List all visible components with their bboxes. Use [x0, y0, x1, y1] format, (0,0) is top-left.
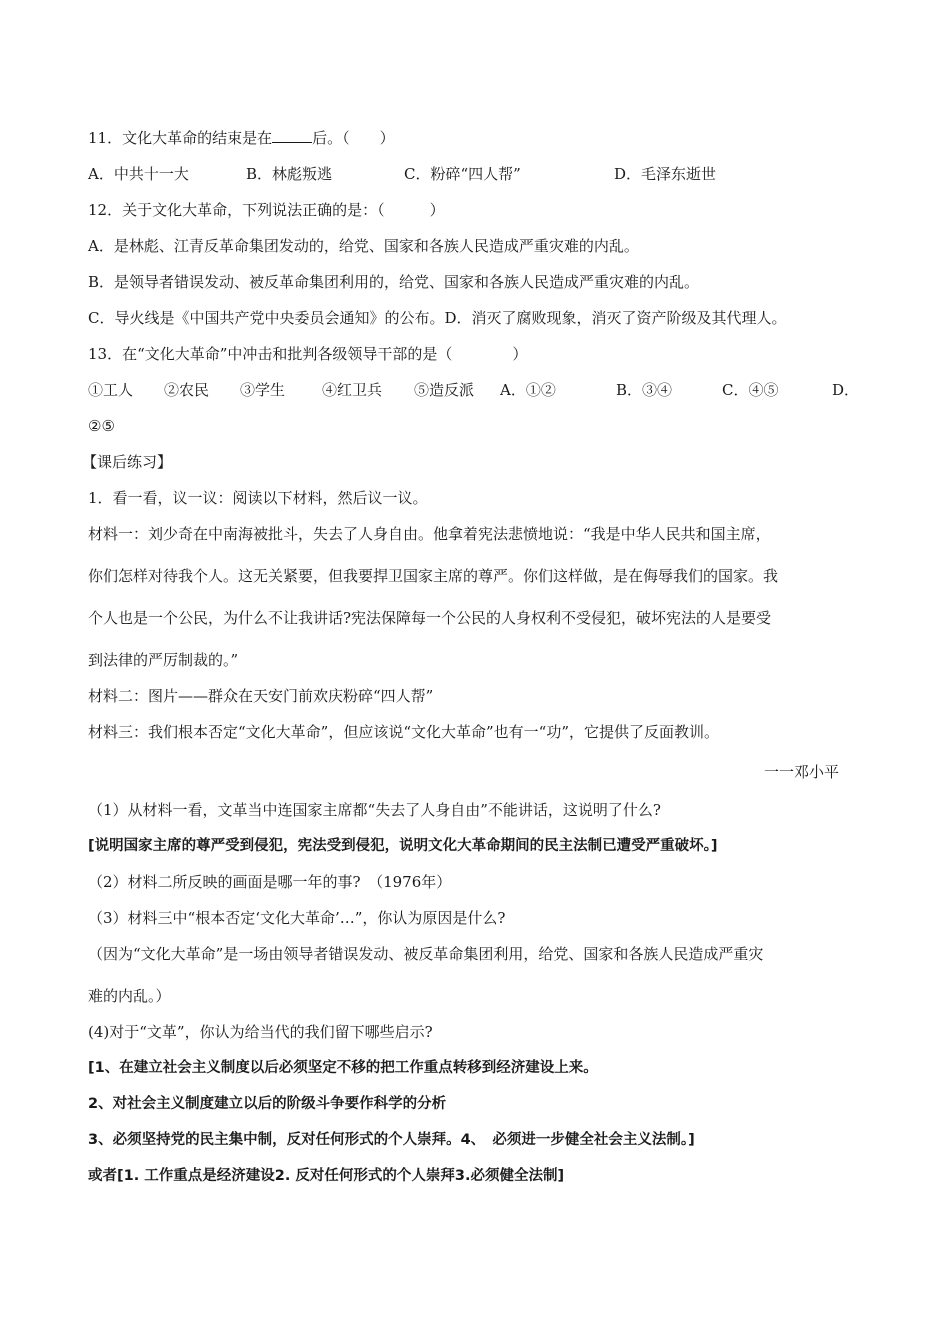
material-1-line-2: 你们怎样对待我个人。这无关紧要，但我要捍卫国家主席的尊严。你们这样做，是在侮辱我们的国家。我: [88, 567, 779, 585]
q11-option-d: D．毛泽东逝世: [614, 165, 717, 183]
q13-stem: 13．在“文化大革命”中冲击和批判各级领导干部的是（ ）: [88, 345, 528, 363]
answer-3-line-2: 难的内乱。）: [88, 987, 171, 1005]
material-2: 材料二：图片——群众在天安门前欢庆粉碎“四人帮”: [88, 687, 434, 705]
q12-stem: 12．关于文化大革命，下列说法正确的是：（ ）: [88, 201, 445, 219]
question-2: （2）材料二所反映的画面是哪一年的事? （1976年）: [88, 873, 452, 891]
answer-4-line-3: 3、必须坚持党的民主集中制，反对任何形式的个人崇拜。4、 必须进一步健全社会主义法制。]: [88, 1132, 695, 1148]
q11-options: [88, 164, 716, 184]
q13-option-d-wrap: ②⑤: [88, 417, 115, 435]
question-4: (4)对于“文革”，你认为给当代的我们留下哪些启示?: [88, 1023, 433, 1041]
q13-item-2: ②农民: [164, 381, 210, 399]
answer-1: [说明国家主席的尊严受到侵犯，宪法受到侵犯，说明文化大革命期间的民主法制已遭受严重破坏。]: [88, 838, 718, 854]
q11-option-c: C．粉碎“四人帮”: [404, 165, 521, 183]
q13-item-1: ①工人: [88, 381, 134, 399]
q11-option-b: B．林彪叛逃: [246, 165, 333, 183]
attribution: 一一邓小平: [764, 763, 840, 781]
q13-option-d: D．: [832, 381, 860, 399]
q13-item-3: ③学生: [240, 381, 286, 399]
question-1: （1）从材料一看，文革当中连国家主席都“失去了人身自由”不能讲话，这说明了什么?: [88, 801, 661, 819]
material-1-line-3: 个人也是一个公民，为什么不让我讲话?宪法保障每一个公民的人身权利不受侵犯，破坏宪法的人是要受: [88, 609, 772, 627]
material-1-line-1: 材料一：刘少奇在中南海被批斗，失去了人身自由。他拿着宪法悲愤地说：“我是中华人民共和国主席，: [88, 525, 771, 543]
q12-option-cd: C．导火线是《中国共产党中央委员会通知》的公布。D．消灭了腐败现象，消灭了资产阶级及其代理人。: [88, 309, 787, 327]
exercise-task: 1．看一看，议一议：阅读以下材料，然后议一议。: [88, 489, 428, 507]
q11-blank: [272, 128, 312, 143]
q13-option-b: B．③④: [616, 381, 673, 399]
q13-option-a: A．①②: [500, 381, 556, 399]
q13-item-4: ④红卫兵: [322, 381, 383, 399]
q13-option-c: C．④⑤: [722, 381, 779, 399]
material-1-line-4: 到法律的严厉制裁的。”: [88, 651, 239, 669]
q11-stem-after: 后。（ ）: [312, 129, 395, 147]
q13-items-options: [88, 380, 859, 400]
answer-3-line-1: （因为“文化大革命”是一场由领导者错误发动、被反革命集团利用，给党、国家和各族人民造成严重灾: [88, 945, 764, 963]
answer-4-line-1: [1、在建立社会主义制度以后必须坚定不移的把工作重点转移到经济建设上来。: [88, 1060, 598, 1076]
q12-option-a: A．是林彪、江青反革命集团发动的，给党、国家和各族人民造成严重灾难的内乱。: [88, 237, 639, 255]
q11-stem: [88, 128, 395, 148]
q11-stem-before: 11．文化大革命的结束是在: [88, 129, 273, 147]
answer-4-line-4: 或者[1. 工作重点是经济建设2. 反对任何形式的个人崇拜3.必须健全法制]: [88, 1168, 565, 1184]
question-3: （3）材料三中“根本否定‘文化大革命’…”，你认为原因是什么?: [88, 909, 506, 927]
material-3: 材料三：我们根本否定“文化大革命”，但应该说“文化大革命”也有一“功”，它提供了反面教训。: [88, 723, 720, 741]
section-heading: 【课后练习】: [82, 453, 173, 471]
q11-option-a: A．中共十一大: [88, 165, 189, 183]
q12-option-b: B．是领导者错误发动、被反革命集团利用的，给党、国家和各族人民造成严重灾难的内乱。: [88, 273, 700, 291]
answer-4-line-2: 2、对社会主义制度建立以后的阶级斗争要作科学的分析: [88, 1096, 447, 1112]
q13-item-5: ⑤造反派: [414, 381, 475, 399]
